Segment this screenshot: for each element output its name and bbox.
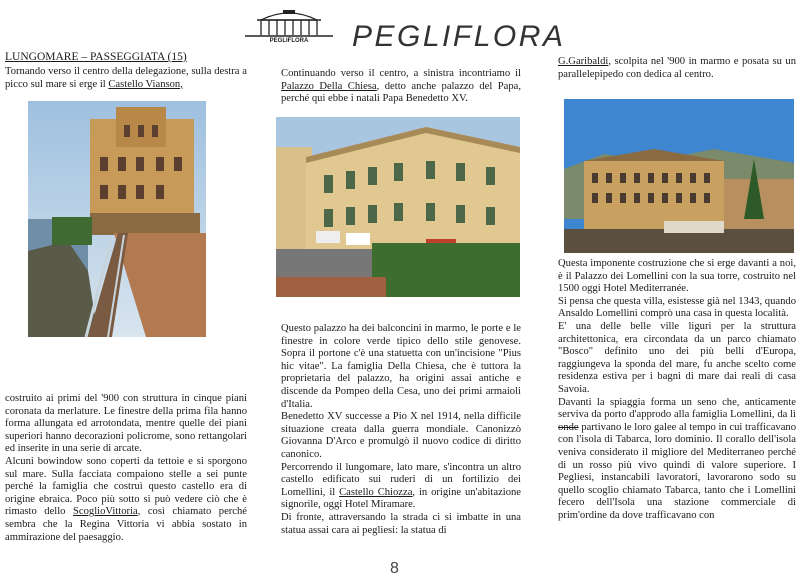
struck-word: onde: [558, 421, 579, 433]
castello-chiozza-link: Castello Chiozza: [339, 486, 413, 498]
palazzo-della-chiesa-photo: [276, 117, 520, 297]
castello-vianson-photo: [28, 101, 206, 337]
logo-text: PEGLIFLORA: [269, 38, 309, 44]
page-number: 8: [390, 560, 399, 577]
paragraph: Percorrendo il lungomare, lato mare, s'incontra un altro castello edificato sui ruderi di un fortilizio dei Lomellini, il Castello Chiozza, in origine un'abitazione signorile, oggi Hotel Miramare.: [281, 461, 522, 511]
column-1-body: [5, 393, 247, 544]
paragraph: Davanti la spiaggia forma un seno che, anticamente serviva da porto d'approdo alla famiglia Lomellini, da lì onde partivano le loro galee al tempo in cui trafficavano con l'isola di Tabarca, loro dominio. Il corallo dell'isola veniva considerato il migliore del Mediterraneo perché di un rosso più vivo quindi di valore superiore. I Pegliesi, instancabili lavoratori, lavorarono sodo su quello scoglio chiamato Tabarca, tanto che i Lomellini fecero dell'Isola una stazione commerciale di prim'ordine da dove trafficavano con: [558, 396, 796, 521]
pavilion-icon: [243, 8, 335, 38]
paragraph: Benedetto XV successe a Pio X nel 1914, nella difficile situazione creata dalla guerra mondiale. Canonizzò Giovanna D'Arco e promulgò il nuovo codice di diritto canonico.: [281, 411, 521, 460]
paragraph: Continuando verso il centro, a sinistra incontriamo il Palazzo Della Chiesa, detto anche palazzo del Papa, perché qui ebbe i natali Papa Benedetto XV.: [281, 68, 521, 105]
paragraph: costruito ai primi del '900 con struttura in cinque piani coronata da merlature. Le finestre della prima fila hanno forma allungata ed arrotondata, mentre quelle dei piani superiori hanno decorazioni policrome, sono rettangolari ed inserite in una serie di arcate.: [5, 393, 247, 455]
paragraph: Di fronte, attraversando la strada ci si imbatte in una statua assai cara ai pegliesi: la statua di: [281, 511, 521, 536]
column-2-intro: [281, 68, 521, 106]
pegliflora-logo: [243, 8, 335, 48]
column-1-intro: [5, 66, 247, 91]
paragraph: Questo palazzo ha dei balconcini in marmo, le porte e le finestre in colore verde tipico dello stile genovese. Sopra il portone c'è una statuetta con un'incisione "Pius hic vitae". La famiglia Della Chiesa, che è tuttora la proprietaria del palazzo, ha origini assai antiche e discende da Pompeo della Cesa, uno dei primi armaioli d'Italia.: [281, 323, 521, 410]
paragraph: G.Garibaldi, scolpita nel '900 in marmo e posata su un parallelepipedo con dedica al centro.: [558, 56, 796, 80]
paragraph: E' una delle belle ville liguri per la struttura architettonica, era circondata da un parco chiamato "Bosco" definito uno dei più belli d'Europa, raggiungeva la sponda del mare, fu anche scelto come residenza estiva per i bagni di mare dai reali di casa Savoia.: [558, 320, 796, 395]
column-3-intro: [558, 56, 796, 81]
column-3-body: [558, 258, 796, 522]
palazzo-lomellini-photo: [564, 99, 794, 253]
page-title: PEGLIFLORA: [352, 20, 566, 53]
paragraph: Alcuni bowindow sono coperti da tettoie e si sporgono sul mare. Sulla facciata compaiono stelle a sei punte perché la famiglia che costruì questo castello era di origine ebraica. Poco più sotto si può vedere ciò che è rimasto dello ScoglioVittoria, così chiamato perché sembra che la Regina Vittoria vi abbia sostato in ammirazione del paesaggio.: [5, 455, 247, 543]
scoglio-vittoria-link: ScoglioVittoria: [73, 506, 138, 518]
garibaldi-link: G.Garibaldi: [558, 56, 609, 67]
section-heading: LUNGOMARE – PASSEGGIATA (15): [5, 51, 187, 63]
paragraph: Tornando verso il centro della delegazione, sulla destra a picco sul mare si erge il Castello Vianson,: [5, 66, 247, 90]
paragraph: Si pensa che questa villa, esistesse già nel 1343, quando Ansaldo Lomellini comprò una casa in questa località.: [558, 295, 796, 320]
castello-vianson-link: Castello Vianson,: [108, 78, 183, 90]
palazzo-della-chiesa-link: Palazzo Della Chiesa: [281, 80, 377, 92]
paragraph: Questa imponente costruzione che si erge davanti a noi, è il Palazzo dei Lomellini con la sua torre, costruito nel 1500 oggi Hotel Mediterranée.: [558, 258, 796, 295]
column-2-body: [281, 323, 521, 537]
